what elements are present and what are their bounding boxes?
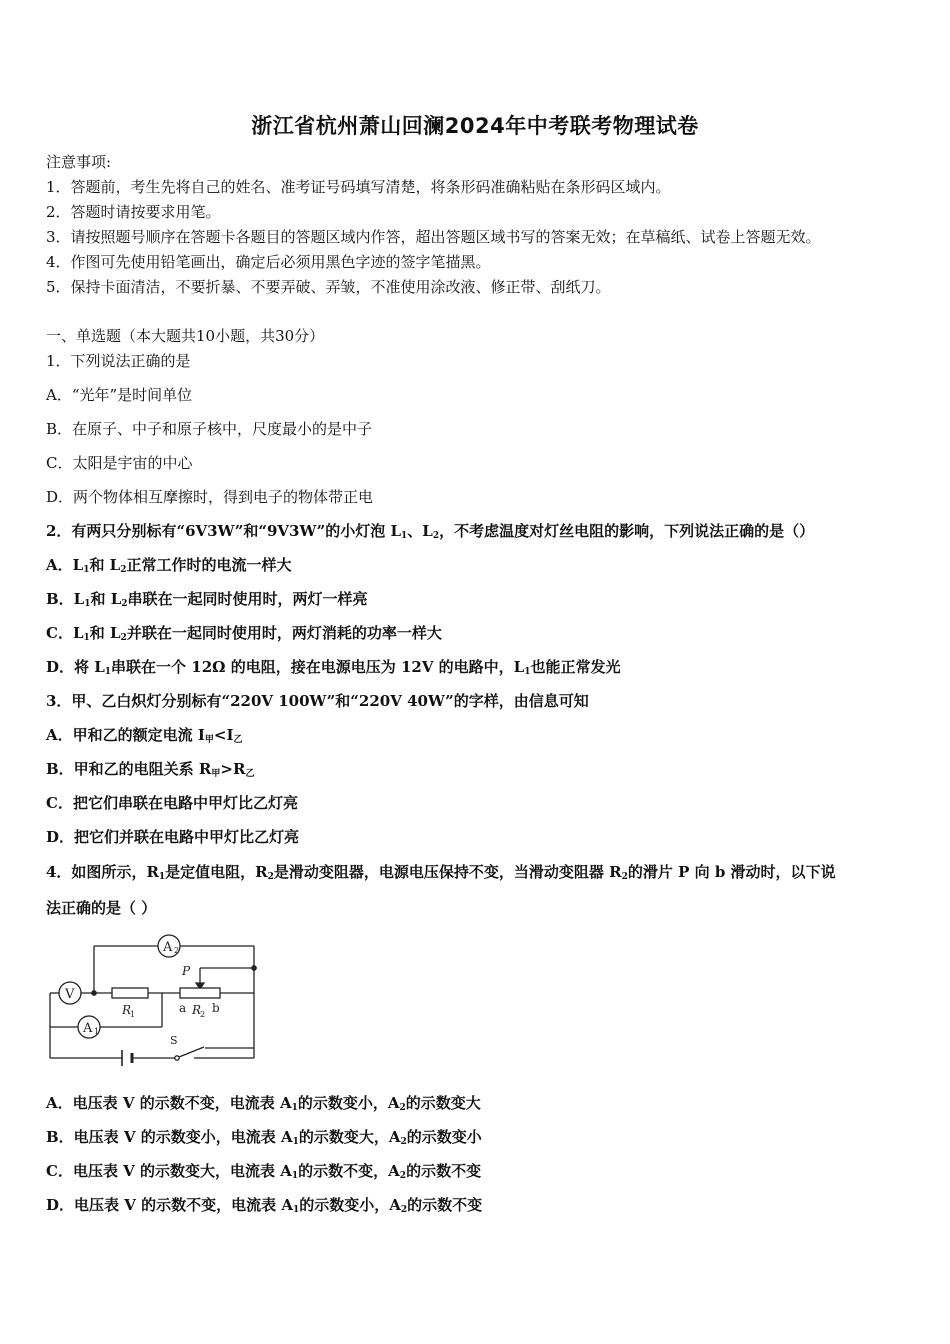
switch-blade [179,1047,204,1057]
q4-stem-line-1 [46,862,836,882]
q4-stem-post: 的滑片 P 向 b 滑动时，以下说 [627,863,836,881]
q2-option-d [46,657,621,677]
q4-d-post: 的示数不变 [407,1196,483,1214]
r2-a-label: a [179,1001,187,1015]
switch-contact [175,1056,179,1060]
q4-a-post: 的示数变大 [405,1094,481,1112]
sub-2: 2 [120,565,127,575]
sub-1: 1 [104,667,112,677]
q2-option-c [46,623,442,643]
r2-label: R [192,1003,202,1017]
q4-option-c [46,1161,481,1181]
sub-2: 2 [432,531,440,541]
q4-c-post: 的示数不变 [406,1162,482,1180]
sub-2: 2 [399,1103,406,1113]
ammeter-a1-label: A [83,1021,93,1036]
q3-option-c: C．把它们串联在电路中甲灯比乙灯亮 [46,794,298,812]
q2-stem-mid: 、L [407,522,433,540]
q1-option-c: C．太阳是宇宙的中心 [46,454,193,472]
q2-stem-post: ，不考虑温度对灯丝电阻的影响，下列说法正确的是（） [439,522,815,540]
junction [92,991,96,995]
q4-a-mid: 的示数变小，A [297,1094,400,1112]
notice-item-1: 1．答题前，考生先将自己的姓名、准考证号码填写清楚，将条形码准确粘贴在条形码区域内。 [46,178,671,196]
resistor-r1 [112,988,148,998]
q3-stem: 3．甲、乙白炽灯分别标有“220V 100W”和“220V 40W”的字样，由信息可知 [46,692,589,710]
q4-a-pre: A．电压表 V 的示数不变，电流表 A [46,1094,292,1112]
q2-a-post: 正常工作时的电流一样大 [126,556,292,574]
sub-1: 1 [83,633,90,643]
sub-1: 1 [83,565,90,575]
q1-option-a: A．“光年”是时间单位 [46,386,193,404]
q3-option-d: D．把它们并联在电路中甲灯比乙灯亮 [46,828,300,846]
q2-stem-pre: 2．有两只分别标有“6V3W”和“9V3W”的小灯泡 L [46,522,401,540]
junction [252,966,256,970]
sub-1: 1 [401,531,408,541]
q2-option-b [46,589,368,609]
sub-1: 1 [291,1103,298,1113]
notice-heading: 注意事项: [46,153,112,171]
sub-1: 1 [158,872,166,882]
circuit-diagram [40,930,270,1070]
q2-stem [46,521,814,541]
q4-stem-line-2: 法正确的是（ ） [46,899,157,917]
sub-1: 1 [84,599,91,609]
sub-1: 1 [524,667,531,677]
q1-option-d: D．两个物体相互摩擦时，得到电子的物体带正电 [46,488,374,506]
q4-option-b [46,1127,482,1147]
sub-2: 2 [621,872,628,882]
q2-a-mid: 和 L [89,556,121,574]
sub-2: 2 [121,599,128,609]
q2-b-pre: B．L [46,590,85,608]
q2-c-post: 并联在一起同时使用时，两灯消耗的功率一样大 [126,624,442,642]
sub-2: 2 [400,1137,407,1147]
notice-item-3: 3．请按照题号顺序在答题卡各题目的答题区域内作答，超出答题区域书写的答案无效；在草稿纸、试卷上答题无效。 [46,228,821,246]
sub-1: 1 [292,1137,299,1147]
q2-b-mid: 和 L [90,590,122,608]
r2-sub: 2 [200,1010,206,1019]
q4-c-pre: C．电压表 V 的示数变大，电流表 A [46,1162,292,1180]
ammeter-a1-sub: 1 [94,1027,100,1036]
q4-stem-mid: 是定值电阻，R [165,863,268,881]
q3-a-op: <I [213,726,234,744]
sub-yi: 乙 [233,735,243,745]
q2-d-post: 串联在一个 12Ω 的电阻，接在电源电压为 12V 的电路中，L [111,658,525,676]
slider-p-label: P [182,964,191,978]
q1-option-b: B．在原子、中子和原子核中，尺度最小的是中子 [46,420,373,438]
notice-item-4: 4．作图可先使用铅笔画出，确定后必须用黑色字迹的签字笔描黑。 [46,253,491,271]
q4-c-mid: 的示数不变，A [298,1162,400,1180]
page-title: 浙江省杭州萧山回澜2024年中考联考物理试卷 [251,114,699,138]
sub-2: 2 [400,1205,408,1215]
q4-d-mid: 的示数变小，A [299,1196,401,1214]
sub-jia: 甲 [211,769,221,779]
q2-b-post: 串联在一起同时使用时，两灯一样亮 [127,590,368,608]
rheostat-r2 [180,988,220,998]
r1-label: R [122,1003,132,1017]
sub-1: 1 [291,1171,299,1181]
notice-item-5: 5．保持卡面清洁，不要折暴、不要弄破、弄皱，不准使用涂改液、修正带、刮纸刀。 [46,278,611,296]
q2-option-a [46,555,292,575]
q4-stem-mid2: 是滑动变阻器，电源电压保持不变，当滑动变阻器 R [273,863,622,881]
sub-jia: 甲 [204,735,214,745]
q1-stem: 1．下列说法正确的是 [46,352,191,370]
switch-s-label: S [170,1034,178,1047]
q3-option-a [46,725,243,745]
sub-2: 2 [267,872,274,882]
q2-c-pre: C．L [46,624,84,642]
q2-d-end: 也能正常发光 [530,658,621,676]
q4-b-pre: B．电压表 V 的示数变小，电流表 A [46,1128,293,1146]
r1-sub: 1 [130,1010,136,1019]
q4-b-post: 的示数变小 [406,1128,482,1146]
sub-yi: 乙 [245,769,255,779]
q4-option-d [46,1195,482,1215]
voltmeter-label: V [65,987,75,1002]
q4-option-a [46,1093,481,1113]
r2-b-label: b [212,1001,220,1015]
q3-a-pre: A．甲和乙的额定电流 I [46,726,205,744]
q4-d-pre: D．电压表 V 的示数不变，电流表 A [46,1196,293,1214]
notice-item-2: 2．答题时请按要求用笔。 [46,203,221,221]
sub-2: 2 [120,633,127,643]
q2-d-pre: D．将 L [46,658,105,676]
q3-option-b [46,759,254,779]
sub-2: 2 [399,1171,407,1181]
q4-stem-pre: 4．如图所示，R [46,863,159,881]
section-heading: 一、单选题（本大题共10小题，共30分） [46,327,325,345]
q2-c-mid: 和 L [89,624,121,642]
q3-b-op: >R [220,760,246,778]
q3-b-pre: B．甲和乙的电阻关系 R [46,760,212,778]
sub-1: 1 [292,1205,300,1215]
ammeter-a2-sub: 2 [174,946,180,955]
q2-a-pre: A．L [46,556,84,574]
ammeter-a2-label: A [163,940,173,955]
q4-b-mid: 的示数变大，A [298,1128,401,1146]
